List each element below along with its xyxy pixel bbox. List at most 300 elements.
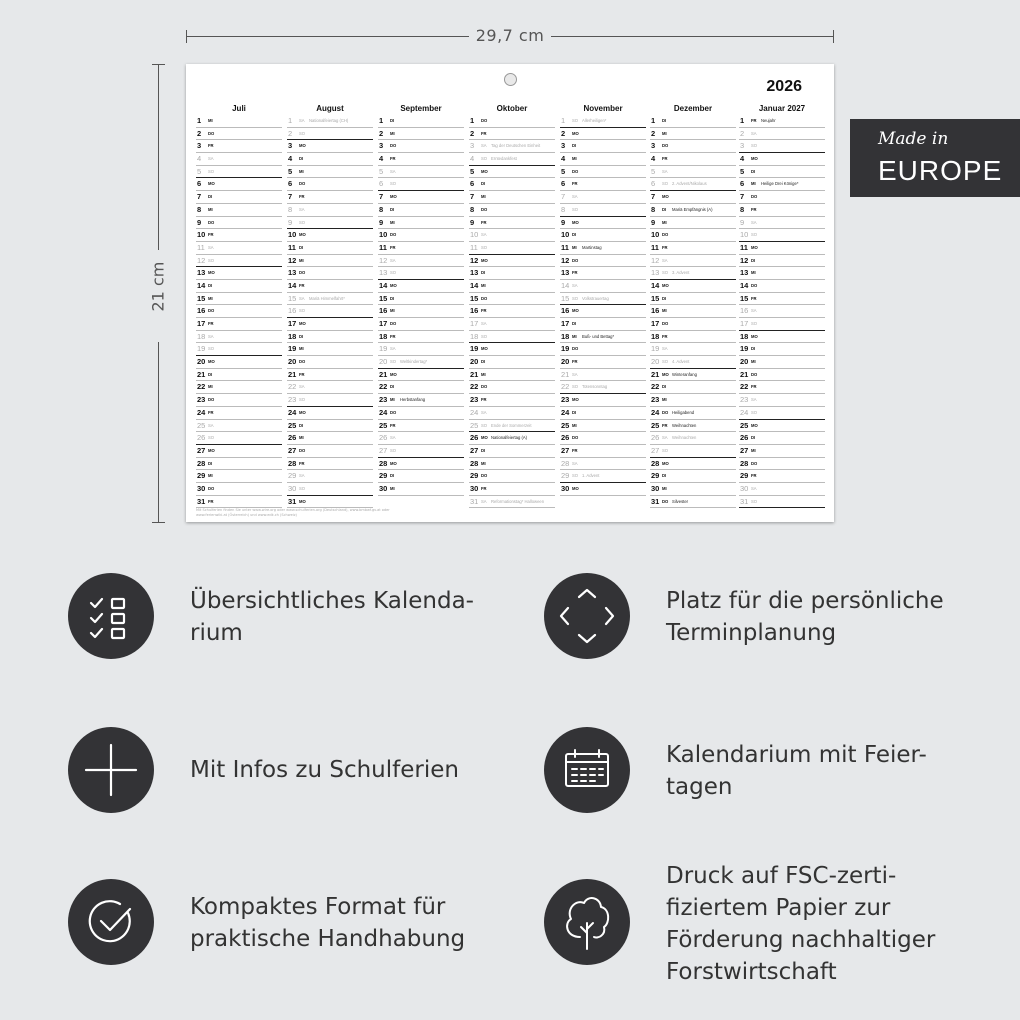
feature-planning-space — [544, 573, 964, 663]
day-number: 4 — [288, 154, 293, 164]
calendar-day-row — [196, 432, 282, 445]
day-number: 1 — [288, 116, 293, 125]
calendar-day-row — [739, 496, 825, 509]
calendar-day-row — [469, 343, 555, 356]
calendar-day-row — [196, 166, 282, 179]
weekday: SO — [662, 447, 669, 453]
day-number: 11 — [470, 242, 478, 252]
calendar-day-row — [650, 343, 736, 356]
day-number: 18 — [379, 331, 388, 341]
day-number: 13 — [379, 268, 388, 278]
weekday: DO — [299, 270, 306, 276]
day-number: 17 — [561, 319, 570, 328]
day-number: 29 — [561, 471, 570, 481]
weekday: MO — [572, 485, 579, 491]
calendar-day-row — [469, 178, 555, 191]
weekday: DO — [662, 232, 669, 238]
day-number: 6 — [651, 179, 656, 189]
calendar-day-row — [739, 267, 825, 280]
calendar-day-row — [560, 331, 646, 344]
day-number: 26 — [470, 433, 479, 443]
day-number: 29 — [288, 471, 297, 481]
month-column — [739, 102, 825, 508]
calendar-day-row — [469, 128, 555, 141]
tree-icon — [544, 879, 630, 965]
day-number: 18 — [288, 331, 297, 341]
day-number: 31 — [651, 496, 660, 506]
weekday: DI — [481, 359, 486, 365]
day-number: 8 — [651, 204, 656, 214]
calendar-day-row — [196, 293, 282, 306]
calendar-day-row — [196, 369, 282, 382]
day-number: 12 — [651, 255, 660, 265]
day-number: 11 — [379, 242, 387, 252]
day-number: 3 — [561, 141, 566, 151]
holiday-label: Neujahr — [761, 118, 776, 123]
feature-text: tagen — [666, 774, 733, 800]
calendar-day-row — [196, 458, 282, 471]
holiday-label: Herbstanfang — [400, 397, 426, 403]
weekday: MO — [208, 270, 215, 276]
day-number: 14 — [470, 280, 479, 290]
calendar-day-row — [739, 255, 825, 268]
weekday: DI — [390, 295, 395, 301]
day-number: 17 — [651, 319, 660, 328]
weekday: DI — [208, 194, 213, 200]
calendar-day-row — [378, 204, 464, 217]
day-number: 6 — [740, 179, 745, 189]
day-number: 26 — [740, 433, 749, 443]
weekday: SA — [481, 498, 487, 504]
calendar-day-row — [560, 178, 646, 191]
calendar-day-row — [650, 267, 736, 280]
month-column — [469, 102, 555, 508]
weekday: FR — [481, 130, 487, 136]
day-number: 20 — [470, 357, 479, 367]
weekday: DI — [751, 435, 756, 441]
weekday: SO — [299, 485, 306, 491]
dimension-line — [158, 342, 159, 523]
day-number: 2 — [561, 128, 566, 138]
day-number: 24 — [379, 407, 388, 417]
day-number: 17 — [288, 319, 297, 328]
weekday: FR — [390, 333, 396, 339]
calendar-day-row — [469, 115, 555, 128]
day-number: 4 — [197, 154, 202, 164]
weekday: SA — [481, 232, 487, 238]
day-number: 11 — [651, 242, 659, 252]
weekday: SO — [751, 143, 758, 149]
day-number: 14 — [197, 280, 206, 290]
day-number: 8 — [470, 204, 475, 214]
day-number: 15 — [197, 293, 206, 303]
weekday: DO — [208, 397, 215, 403]
calendar-day-row — [650, 255, 736, 268]
weekday: DI — [208, 282, 213, 288]
weekday: FR — [481, 397, 487, 403]
day-number: 26 — [379, 433, 388, 443]
calendar-day-row — [378, 115, 464, 128]
weekday: MO — [299, 232, 306, 238]
day-number: 15 — [379, 293, 388, 303]
calendar-day-row — [560, 255, 646, 268]
dimension-tick — [152, 522, 165, 523]
holiday-label: Heiligabend — [672, 409, 695, 415]
day-number: 14 — [740, 280, 749, 290]
month-name: November — [583, 104, 623, 113]
weekday: DI — [572, 143, 577, 149]
day-number: 19 — [651, 344, 660, 354]
feature-text: Forstwirtschaft — [666, 959, 837, 985]
calendar-day-row — [739, 420, 825, 433]
weekday: SA — [481, 321, 487, 326]
weekday: SA — [208, 333, 214, 339]
calendar-day-row — [196, 267, 282, 280]
weekday: MO — [299, 143, 306, 149]
day-number: 27 — [740, 445, 749, 455]
day-number: 13 — [561, 268, 570, 278]
day-number: 8 — [379, 204, 384, 214]
day-number: 21 — [197, 369, 206, 379]
weekday: DI — [662, 206, 667, 212]
weekday: MO — [572, 308, 579, 314]
weekday: MI — [481, 194, 486, 200]
day-number: 16 — [651, 306, 660, 316]
weekday: DO — [208, 130, 215, 136]
day-number: 19 — [197, 344, 206, 354]
feature-fsc-paper — [544, 860, 964, 990]
weekday: DI — [481, 270, 486, 276]
calendar-day-row — [196, 394, 282, 407]
day-number: 6 — [288, 179, 293, 189]
calendar-day-row — [287, 267, 373, 280]
day-number: 9 — [740, 217, 745, 227]
calendar-day-row — [650, 318, 736, 331]
day-number: 24 — [288, 407, 297, 417]
calendar-footnote: Mit Schulferien finden Sie unter www.wire.org oder www.schulferien.org (Deutschland), www.bmbwf.gv.at oder www.ferienwiki.at (Österreich) und www.edk.ch (Schweiz) — [196, 508, 390, 517]
feature-text: Kompaktes Format für — [190, 894, 446, 920]
feature-school-holidays — [68, 727, 488, 817]
day-number: 27 — [561, 445, 570, 455]
day-number: 14 — [379, 280, 388, 290]
calendar-day-row — [378, 343, 464, 356]
calendar-day-row — [196, 381, 282, 394]
calendar-day-row — [650, 420, 736, 433]
calendar-day-row — [739, 331, 825, 344]
weekday: SA — [299, 295, 305, 301]
weekday: MI — [662, 219, 667, 225]
day-number: 7 — [651, 192, 656, 202]
day-number: 30 — [197, 483, 206, 493]
day-number: 27 — [288, 445, 297, 455]
day-number: 23 — [651, 395, 660, 405]
weekday: MI — [208, 118, 213, 123]
weekday: MO — [390, 194, 397, 200]
weekday: MO — [751, 422, 758, 428]
day-number: 19 — [379, 344, 388, 354]
day-number: 1 — [740, 116, 745, 125]
hanging-hole — [504, 73, 517, 86]
calendar-day-row — [739, 204, 825, 217]
height-label: 21 cm — [148, 261, 168, 312]
feature-text: Druck auf FSC-zerti- — [666, 863, 897, 889]
holiday-label: Mariä Empfängnis (A) — [672, 206, 713, 212]
feature-text: Kalendarium mit Feier- — [666, 742, 927, 768]
weekday: MO — [299, 409, 306, 415]
day-number: 19 — [740, 344, 749, 354]
day-number: 16 — [561, 306, 570, 316]
feature-text: Terminplanung — [666, 620, 837, 646]
calendar-day-row — [560, 356, 646, 369]
day-number: 16 — [740, 306, 749, 316]
day-number: 9 — [288, 217, 293, 227]
weekday: MI — [299, 257, 304, 263]
calendar-day-row — [287, 496, 373, 509]
day-number: 22 — [561, 382, 570, 392]
weekday: DO — [662, 143, 669, 149]
weekday: MI — [662, 130, 667, 136]
day-number: 31 — [740, 496, 749, 506]
calendar-day-row — [287, 153, 373, 166]
calendar-day-row — [469, 255, 555, 268]
calendar-day-row — [196, 343, 282, 356]
weekday: FR — [751, 473, 757, 479]
calendar-day-row — [650, 140, 736, 153]
day-number: 26 — [651, 433, 660, 443]
day-number: 2 — [740, 128, 745, 138]
day-number: 22 — [651, 382, 660, 392]
calendar-day-row — [287, 293, 373, 306]
calendar-day-row — [560, 140, 646, 153]
weekday: MO — [662, 194, 669, 200]
weekday: DI — [299, 156, 304, 162]
calendar-day-row — [560, 407, 646, 420]
holiday-label: Heilige Drei Könige* — [761, 181, 799, 187]
holiday-label: Tag der Deutschen Einheit — [491, 143, 541, 149]
calendar-day-row — [196, 204, 282, 217]
weekday: SO — [751, 232, 758, 238]
weekday: SA — [299, 473, 305, 479]
calendar-day-row — [196, 445, 282, 458]
feature-holidays — [544, 727, 964, 817]
day-number: 4 — [740, 154, 745, 164]
day-number: 10 — [470, 230, 479, 240]
weekday: MO — [208, 359, 215, 365]
calendar-day-row — [560, 191, 646, 204]
weekday: MI — [481, 371, 486, 377]
calendar-day-row — [560, 381, 646, 394]
calendar-day-row — [287, 369, 373, 382]
calendar-day-row — [560, 369, 646, 382]
day-number: 1 — [470, 116, 475, 125]
weekday: MI — [299, 346, 304, 352]
weekday: DI — [208, 460, 213, 466]
calendar-day-row — [469, 496, 555, 509]
weekday: FR — [208, 498, 214, 504]
day-number: 21 — [470, 369, 479, 379]
weekday: SA — [662, 346, 668, 352]
weekday: DO — [481, 118, 488, 123]
day-number: 10 — [651, 230, 660, 240]
feature-compact-format — [68, 879, 488, 969]
calendar-day-row — [196, 191, 282, 204]
calendar-day-row — [739, 394, 825, 407]
calendar-day-row — [560, 394, 646, 407]
weekday: SA — [481, 409, 487, 415]
day-number: 5 — [197, 166, 202, 176]
weekday: MI — [390, 308, 395, 314]
calendar-day-row — [287, 217, 373, 230]
calendar-day-row — [650, 483, 736, 496]
day-number: 28 — [651, 458, 660, 468]
calendar-day-row — [378, 445, 464, 458]
day-number: 9 — [561, 217, 566, 227]
day-number: 6 — [561, 179, 566, 189]
calendar-day-row — [469, 369, 555, 382]
day-number: 20 — [561, 357, 570, 367]
day-number: 29 — [740, 471, 749, 481]
feature-overview — [68, 573, 488, 663]
calendar-day-row — [650, 153, 736, 166]
weekday: DO — [208, 219, 215, 225]
day-number: 13 — [470, 268, 479, 278]
weekday: DI — [751, 346, 756, 352]
day-number: 2 — [197, 128, 202, 138]
day-number: 31 — [197, 496, 206, 506]
weekday: SO — [299, 130, 306, 136]
weekday: MO — [481, 168, 488, 174]
weekday: FR — [299, 371, 305, 377]
day-number: 17 — [197, 319, 206, 328]
calendar-day-row — [739, 229, 825, 242]
calendar-day-row — [560, 217, 646, 230]
calendar-day-row — [739, 445, 825, 458]
calendar-day-row — [469, 242, 555, 255]
weekday: SA — [572, 371, 578, 377]
day-number: 24 — [470, 407, 479, 417]
weekday: SA — [390, 435, 396, 441]
calendar-day-row — [560, 153, 646, 166]
calendar-day-row — [287, 458, 373, 471]
day-number: 12 — [197, 255, 206, 265]
day-number: 18 — [470, 331, 479, 341]
day-number: 24 — [197, 407, 206, 417]
day-number: 7 — [288, 192, 293, 202]
holiday-label: Silvester — [672, 498, 689, 504]
weekday: MO — [572, 219, 579, 225]
weekday: SO — [208, 346, 215, 352]
weekday: SA — [208, 244, 214, 250]
day-number: 13 — [288, 268, 297, 278]
weekday: SA — [390, 168, 396, 174]
day-number: 25 — [561, 420, 570, 430]
checklist-icon — [68, 573, 154, 659]
calendar-day-row — [469, 420, 555, 433]
weekday: FR — [390, 156, 396, 162]
day-number: 26 — [561, 433, 570, 443]
weekday: FR — [208, 409, 214, 415]
weekday: SO — [390, 181, 397, 187]
day-number: 4 — [561, 154, 566, 164]
day-number: 21 — [288, 369, 297, 379]
calendar-day-row — [469, 153, 555, 166]
calendar-day-row — [287, 381, 373, 394]
day-number: 12 — [288, 255, 297, 265]
weekday: SO — [662, 270, 669, 276]
weekday: DO — [572, 257, 579, 263]
holiday-label: Reformationstag* Halloween — [491, 498, 545, 504]
day-number: 16 — [197, 306, 206, 316]
day-number: 15 — [561, 293, 570, 303]
calendar-day-row — [739, 191, 825, 204]
day-number: 6 — [197, 179, 202, 189]
day-number: 26 — [197, 433, 206, 443]
weekday: MI — [208, 384, 213, 390]
weekday: SO — [662, 181, 669, 187]
day-number: 13 — [740, 268, 749, 278]
day-number: 27 — [197, 445, 206, 455]
day-number: 29 — [651, 471, 660, 481]
calendar-day-row — [196, 128, 282, 141]
day-number: 9 — [379, 217, 384, 227]
holiday-label: 1. Advent — [582, 473, 600, 479]
weekday: SO — [572, 206, 579, 212]
calendar-day-row — [378, 255, 464, 268]
day-number: 27 — [651, 445, 660, 455]
day-number: 10 — [197, 230, 206, 240]
weekday: SA — [390, 257, 396, 263]
weekday: DI — [572, 321, 577, 326]
day-number: 14 — [288, 280, 297, 290]
day-number: 3 — [740, 141, 745, 151]
calendar-day-row — [378, 356, 464, 369]
calendar-day-row — [560, 318, 646, 331]
month-column — [287, 102, 373, 508]
weekday: SA — [299, 118, 305, 123]
day-number: 12 — [470, 255, 479, 265]
weekday: MO — [662, 282, 669, 288]
weekday: DO — [751, 371, 758, 377]
weekday: FR — [299, 194, 305, 200]
day-number: 2 — [379, 128, 384, 138]
weekday: MO — [481, 346, 488, 352]
day-number: 10 — [740, 230, 749, 240]
calendar-day-row — [650, 331, 736, 344]
calendar-day-row — [196, 305, 282, 318]
holiday-label: Ende der Sommerzeit — [491, 422, 532, 428]
calendar-day-row — [650, 369, 736, 382]
weekday: DO — [208, 485, 215, 491]
day-number: 22 — [197, 382, 206, 392]
weekday: SA — [208, 156, 214, 162]
weekday: MO — [390, 371, 397, 377]
weekday: FR — [390, 244, 396, 250]
feature-text: Mit Infos zu Schulferien — [190, 757, 459, 783]
weekday: MO — [299, 321, 306, 326]
calendar-day-row — [378, 178, 464, 191]
day-number: 11 — [740, 242, 748, 252]
weekday: MO — [390, 282, 397, 288]
calendar-day-row — [378, 191, 464, 204]
weekday: FR — [208, 232, 214, 238]
calendar-day-row — [378, 470, 464, 483]
calendar-day-row — [650, 166, 736, 179]
day-number: 11 — [197, 242, 205, 252]
calendar-day-row — [560, 115, 646, 128]
weekday: DI — [481, 181, 486, 187]
calendar-day-row — [378, 407, 464, 420]
calendar-day-row — [650, 293, 736, 306]
